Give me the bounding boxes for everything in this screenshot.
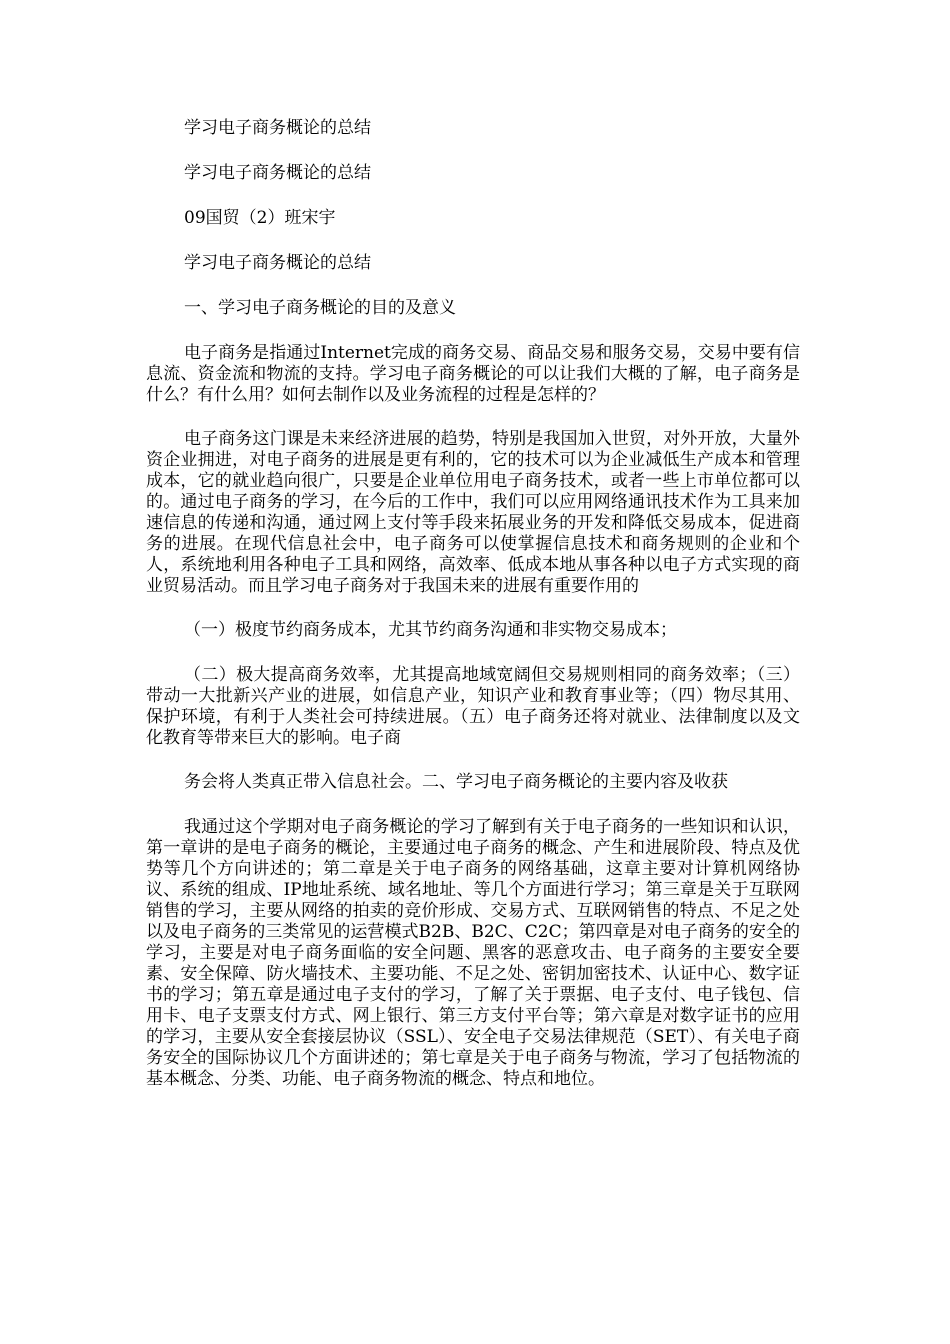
paragraph-points-two-to-five: （二）极大提高商务效率，尤其提高地域宽阔但交易规则相同的商务效率；（三）带动一大批新兴产业的进展，如信息产业，知识产业和教育事业等；（四）物尽其用、保护环境，有利于人类社会可持续进展。（五）电子商务还将对就业、法律制度以及文化教育等带来巨大的影响。电子商 xyxy=(146,665,800,748)
document-body xyxy=(146,118,800,1113)
paragraph-significance: 电子商务这门课是未来经济进展的趋势，特别是我国加入世贸，对外开放，大量外资企业拥进，对电子商务的进展是更有利的，它的技术可以为企业减低生产成本和管理成本，它的就业趋向很广，只要是企业单位用电子商务技术，或者一些上市单位都可以的。通过电子商务的学习，在今后的工作中，我们可以应用网络通讯技术作为工具来加速信息的传递和沟通，通过网上支付等手段来拓展业务的开发和降低交易成本，促进商务的进展。在现代信息社会中，电子商务可以使掌握信息技术和商务规则的企业和个人，系统地利用各种电子工具和网络，高效率、低成本地从事各种以电子方式实现的商业贸易活动。而且学习电子商务对于我国未来的进展有重要作用的 xyxy=(146,429,800,596)
paragraph-definition: 电子商务是指通过Internet完成的商务交易、商品交易和服务交易，交易中要有信息流、资金流和物流的支持。学习电子商务概论的可以让我们大概的了解，电子商务是什么？有什么用？如何去制作以及业务流程的过程是怎样的？ xyxy=(146,343,800,405)
paragraph-point-one: （一）极度节约商务成本，尤其节约商务沟通和非实物交易成本； xyxy=(184,620,677,640)
paragraph-course-content: 我通过这个学期对电子商务概论的学习了解到有关于电子商务的一些知识和认识，第一章讲的是电子商务的概论，主要通过电子商务的概念、产生和进展阶段、特点及优势等几个方向讲述的；第二章是关于电子商务的网络基础，这章主要对计算机网络协议、系统的组成、IP地址系统、域名地址、等几个方面进行学习；第三章是关于互联网销售的学习，主要从网络的拍卖的竞价形成、交易方式、互联网销售的特点、不足之处以及电子商务的三类常见的运营模式B2B、B2C、C2C；第四章是对电子商务的安全的学习，主要是对电子商务面临的安全问题、黑客的恶意攻击、电子商务的主要安全要素、安全保障、防火墙技术、主要功能、不足之处、密钥加密技术、认证中心、数字证书的学习；第五章是通过电子支付的学习，了解了关于票据、电子支付、电子钱包、信用卡、电子支票支付方式、网上银行、第三方支付平台等；第六章是对数字证书的应用的学习，主要从安全套接层协议（SSL）、安全电子交易法律规范（SET）、有关电子商务安全的国际协议几个方面讲述的；第七章是关于电子商务与物流，学习了包括物流的基本概念、分类、功能、电子商务物流的概念、特点和地位。 xyxy=(146,817,800,1089)
paragraph-section-two-intro: 务会将人类真正带入信息社会。二、学习电子商务概论的主要内容及收获 xyxy=(184,772,728,792)
document-subtitle: 学习电子商务概论的总结 xyxy=(184,163,371,183)
author-line: 09国贸（2）班宋宇 xyxy=(184,208,336,228)
document-heading: 学习电子商务概论的总结 xyxy=(184,253,371,273)
section-heading: 一、学习电子商务概论的目的及意义 xyxy=(184,298,456,318)
document-title: 学习电子商务概论的总结 xyxy=(184,118,371,138)
